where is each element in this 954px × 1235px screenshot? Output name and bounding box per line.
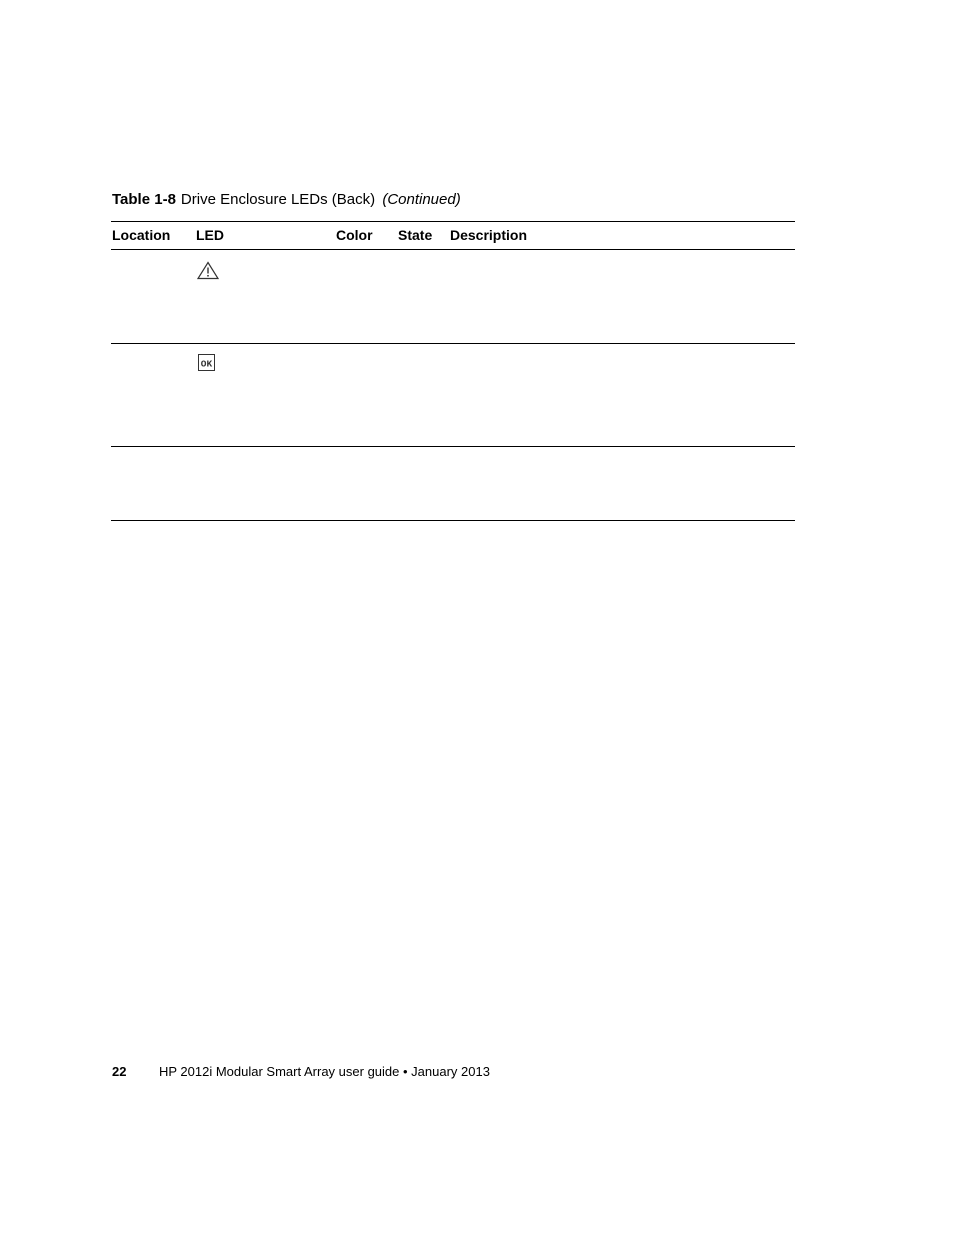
header-color: Color <box>336 227 373 243</box>
table-continued: (Continued) <box>382 191 461 208</box>
footer-doc-title: HP 2012i Modular Smart Array user guide • January 2013 <box>159 1064 490 1079</box>
row-rule <box>111 343 795 344</box>
header-description: Description <box>450 227 528 243</box>
table-bottom-rule <box>111 520 795 521</box>
header-location: Location <box>112 227 171 243</box>
ok-icon-text: OK <box>200 358 213 370</box>
table-top-rule <box>111 221 795 222</box>
warning-triangle-icon <box>197 261 219 285</box>
header-state: State <box>398 227 433 243</box>
row-rule <box>111 446 795 447</box>
table-title: Drive Enclosure LEDs (Back) <box>180 191 376 208</box>
ok-icon <box>198 354 216 377</box>
table-caption <box>112 191 461 208</box>
table-number: Table 1-8 <box>112 191 176 208</box>
page-number: 22 <box>112 1064 127 1079</box>
header-rule <box>111 249 795 250</box>
header-led: LED <box>196 227 224 243</box>
